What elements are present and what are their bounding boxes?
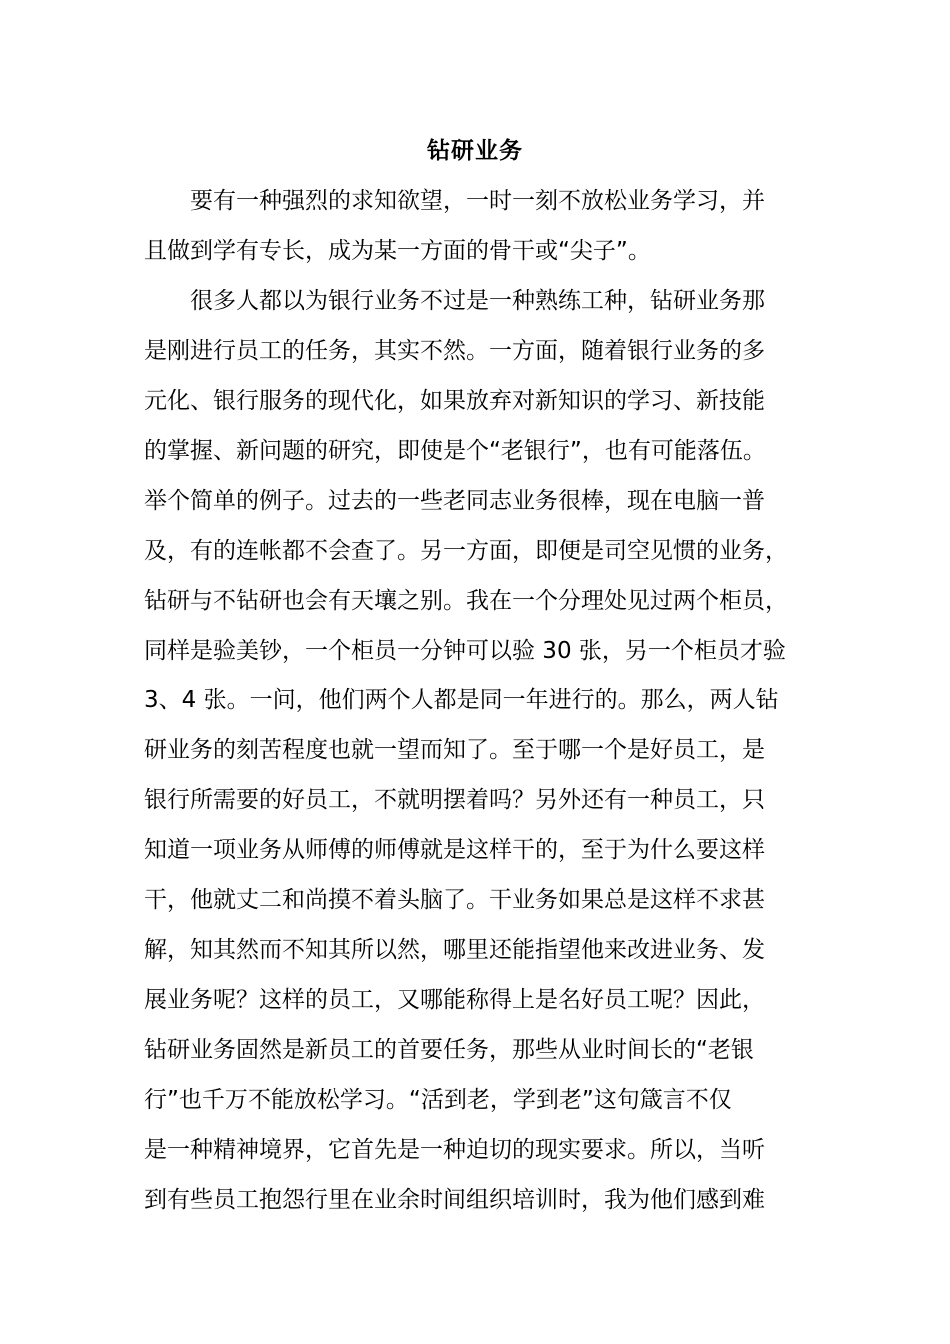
text-line: 要有一种强烈的求知欲望，一时一刻不放松业务学习，并 [144, 188, 765, 214]
text-line: 银行所需要的好员工，不就明摆着吗？另外还有一种员工，只 [144, 787, 765, 813]
text-line: 很多人都以为银行业务不过是一种熟练工种，钻研业务那 [144, 288, 765, 314]
document-title: 钻研业务 [427, 138, 523, 164]
text-line: 举个简单的例子。过去的一些老同志业务很棒，现在电脑一普 [144, 488, 765, 514]
text-line: 是一种精神境界，它首先是一种迫切的现实要求。所以，当听 [144, 1137, 765, 1163]
text-line: 行”也千万不能放松学习。“活到老，学到老”这句箴言不仅 [144, 1087, 732, 1113]
text-line: 及，有的连帐都不会查了。另一方面，即便是司空见惯的业务， [144, 538, 788, 564]
text-line: 的掌握、新问题的研究，即使是个“老银行”，也有可能落伍。 [144, 438, 766, 464]
text-line: 钻研业务固然是新员工的首要任务，那些从业时间长的“老银 [144, 1037, 754, 1063]
text-line: 且做到学有专长，成为某一方面的骨干或“尖子”。 [144, 238, 651, 264]
text-line: 同样是验美钞，一个柜员一分钟可以验 30 张，另一个柜员才验 [144, 638, 786, 664]
text-line: 干，他就丈二和尚摸不着头脑了。干业务如果总是这样不求甚 [144, 887, 765, 913]
text-line: 3、4 张。一问，他们两个人都是同一年进行的。那么，两人钻 [144, 687, 779, 713]
text-line: 到有些员工抱怨行里在业余时间组织培训时，我为他们感到难 [144, 1187, 765, 1213]
text-line: 钻研与不钻研也会有天壤之别。我在一个分理处见过两个柜员， [144, 588, 788, 614]
text-line: 知道一项业务从师傅的师傅就是这样干的，至于为什么要这样 [144, 837, 765, 863]
text-line: 元化、银行服务的现代化，如果放弃对新知识的学习、新技能 [144, 388, 765, 414]
text-line: 解，知其然而不知其所以然，哪里还能指望他来改进业务、发 [144, 937, 765, 963]
text-line: 研业务的刻苦程度也就一望而知了。至于哪一个是好员工，是 [144, 737, 765, 763]
text-line: 展业务呢？这样的员工，又哪能称得上是名好员工呢？因此， [144, 987, 765, 1013]
text-line: 是刚进行员工的任务，其实不然。一方面，随着银行业务的多 [144, 338, 765, 364]
